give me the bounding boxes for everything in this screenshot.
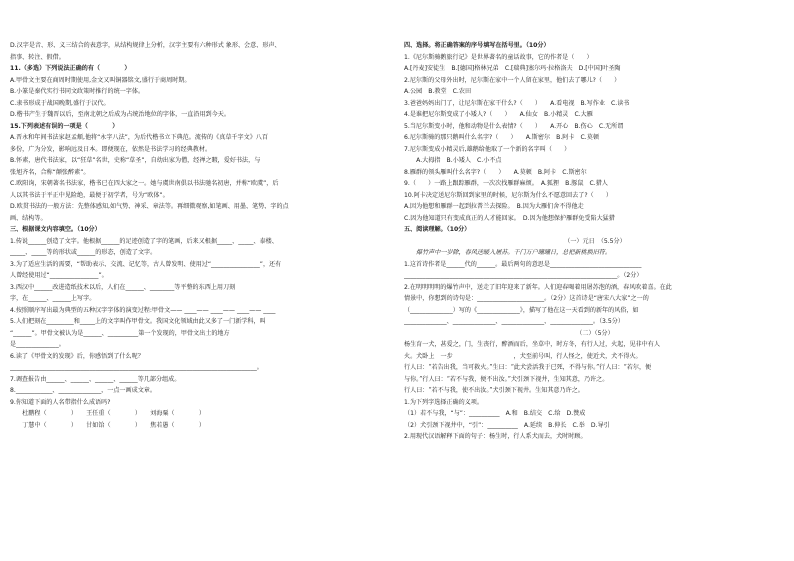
text-line: 行人曰：“若不与我，使不出汝。”犬引颈下视井。生知其意乃许之。 xyxy=(404,387,584,394)
text-line: （2）犬引颈下视井中，“引”：__________ A.延续 B.伸长 C.举 D.导引 xyxy=(404,421,610,429)
text-line: 2.用现代汉语解释下面的句子：杨生时，行人系犬而去，犬时时顾。 xyxy=(404,433,587,440)
text-line: 杨生育一犬，甚爱之，门，生丧行，醉酒而后，坐草中，时方冬，有行人过，火起，见非中有人 xyxy=(404,341,660,348)
text-line: 丁慧中（ ） 甘如饴（ ） 焦若愚（ ） xyxy=(10,421,205,429)
text-line: 指事、转注、假借。 xyxy=(10,53,65,61)
text-line: 是______________。 xyxy=(10,341,65,348)
question-heading: 15.下列表述有误的一项是（ ） xyxy=(10,122,119,130)
text-line: _____、_____等的形状或______的形态，创造了文字。 xyxy=(10,249,157,256)
text-line: ______________________________________________________________________。（2分） xyxy=(404,272,643,279)
text-line: 行人曰：“若告出我，当可救火。”生曰：“此犬尝活我于已死，不得与你。”行人曰：“若尔，便 xyxy=(404,364,652,371)
text-line: A.晋永和年间书法家赵孟頫,他将“永字八法”，为后代楷书立下典范。流传的《真草千字文》八百 xyxy=(10,134,268,141)
text-line: 2.尼尔斯的父母外出时，尼尔斯在家中一个人留在家里，他们去了哪儿?（ ） xyxy=(404,76,621,84)
text-line: 人以其书法于平正中见险绝，最便于初学者，号为“欧体”。 xyxy=(10,191,169,199)
question-heading: 三、根据课文内容填空。（10分） xyxy=(10,226,101,233)
text-line: _________________________________________________________________________________。 xyxy=(10,364,263,371)
text-line: A.甲骨文主要在商周时期使用,金文又叫铜器铭文,盛行于商周时期。 xyxy=(10,76,191,84)
poem-text: 爆竹声中一岁除，春风送暖入屠苏。千门万户曈曈日，总把新桃换旧符。 xyxy=(416,249,611,256)
text-line: 1.传说______创造了文字。他根据______的足迹创造了字的笔画，后来又根据_____、_____、泰楼、 xyxy=(10,237,278,245)
text-line: 10.阿卡决定送尼尔斯回到家里的时候，尼尔斯为什么不愿意回去了?（ ） xyxy=(404,191,612,199)
text-line: 3.西汉中______改进造纸技术以后，人们在______、________等平整的东西上用刀刻 xyxy=(10,283,236,291)
text-line: （______________）写的《______________》，描写了他在这一天看到的新年的风俗，如 xyxy=(404,306,639,314)
text-line: 7.尼尔斯变成小精灵后,雄鹅给他取了一个新的名字叫（ ） xyxy=(404,145,571,153)
text-line: （1）若不与我，“与”：__________ A.和 B.结交 C.给 D.赞成 xyxy=(404,410,586,417)
text-line: 情景中，你想到的诗句是：______________________。（2分）这首诗是“唐宋八大家”之一的 xyxy=(404,295,649,302)
section-heading: 五、阅读理解。（10分） xyxy=(404,226,471,233)
text-line: A.大拇指 B.小矮人 C.小不点 xyxy=(404,157,502,164)
text-line: 6.尼尔斯骑的那只鹅叫什么名字?（ ） A.斯密尔 B.阿卡 C.莫顿 xyxy=(404,134,599,141)
text-line: 9.你知道下面的人名带指什么成语吗? xyxy=(10,398,111,406)
text-line: 5.当尼尔斯变小时，他和动物是什么表情?（ ） A.开心 B.伤心 C.无所谓 xyxy=(404,122,624,130)
text-line: 2.在明明明明的爆竹声中，送走了旧年迎来了新年。人们迎春喝着用屠苏泡的酒，春风吹着喜。在此 xyxy=(404,283,672,291)
right-column xyxy=(404,40,786,443)
text-line: 杜鹏程（ ） 王任重（ ） 刘海粟（ ） xyxy=(10,410,205,417)
text-line: 4.按照顺序写出最为典型的五种汉字字体的演变过程:甲骨文—— ____—— ____—— ____—— ____ xyxy=(10,306,276,314)
text-line: B.小篆是秦代实行书同文政策时推行的统一字体。 xyxy=(10,88,145,95)
text-line: 人曾经使用过“________________”。 xyxy=(10,272,108,279)
text-line: 4.是谁把尼尔斯变成了小矮人?（ ） A.仙女 B.小精灵 C.大雁 xyxy=(404,111,593,118)
text-line: C.因为他知道只有变成真正的人才能回家。 D.因为他想保护雁群免受陷大猛猎 xyxy=(404,214,615,222)
text-line: A.公园 B.教堂 C.农田 xyxy=(404,88,472,95)
passage-title: （二）（5分） xyxy=(576,329,614,337)
text-line: 1.这首诗作者是______代的______。最后两句的意思是______________________________ xyxy=(404,260,642,268)
text-line: 与你。”行人曰：“若不与我，便不出汝。”犬引颈下视井，生知其意，乃许之。 xyxy=(404,375,609,383)
section-heading: 四、选择。将正确答案的序号填写在括号里。（10分） xyxy=(404,42,550,49)
text-line: 3.为了适应生活的需要，“帮助表示、交流、记忆等，古人曾发明、使用过“________________”，还有 xyxy=(10,260,282,268)
text-line: “______”。甲骨文被认为是______、__________第一个发现的，甲骨文出土的地方 xyxy=(10,329,230,337)
text-line: D.楷书产生于魏晋以后，至南北朝之后成为占统治地位的字体，一直沿用到今天。 xyxy=(10,111,230,118)
text-line: 9.（ ）一路上跟踪雁群，一次次找雁群麻烦。 A.狐狸 B.豚鼠 C.猎人 xyxy=(404,180,608,187)
text-line: C.欧阳询，宋朝著名书法家，楷书已在四大家之一。她与虞世南俱以书法驰名初唐，并称“欧虞”，后 xyxy=(10,180,279,187)
text-line: 1.为下列字选择正确的义项。 xyxy=(404,398,483,406)
text-line: 1.《尼尔斯骑鹅旅行记》是世界著名的童话故事，它的作者是（ ） xyxy=(404,53,593,61)
text-line: A.[丹麦]安徒生 B.[德国]格林兄弟 C.[瑞典]塞尔玛·拉格洛夫 D.[中国]叶圣陶 xyxy=(404,65,621,72)
text-line: 画、结构等。 xyxy=(10,214,47,222)
text-line: 火。犬卧上 一步 ，犬至前号叫，行人怪之，使近犬，犬不得火。 xyxy=(404,352,642,360)
text-line: 字，在______、______上写字。 xyxy=(10,295,96,302)
text-line: 6.读了《甲骨文的发现》后，你感悟到了什么呢？ xyxy=(10,352,144,360)
text-line: 8.____________、______________，一点一画成文章。 xyxy=(10,387,156,394)
text-line: D.汉字是音、形、义三结合的表意字，从结构规律上分析，汉字主要有六种形式 象形、会意、形声、 xyxy=(10,42,281,49)
text-line: ______________、______________、______________、______________。（3.5分） xyxy=(404,318,624,325)
text-line: 多份，广为分发，影响远及日本。即便现在，依然是书法学习的经典教材。 xyxy=(10,145,212,153)
text-line: 张旭齐名，合称“颠张醉素”。 xyxy=(10,168,90,176)
text-line: B.怀素，唐代书法家，以“狂草”名世，史称“草圣”，自幼出家为僧，经禅之暇，爱好书法，与 xyxy=(10,157,261,164)
text-line: 8.雁群的领头雁叫什么名字?（ ） A.莫顿 B.阿卡 C.斯密尔 xyxy=(404,168,587,176)
text-line: 7.调查报告由______、______、______、______等几部分组成。 xyxy=(10,375,181,383)
text-line: 3.爸爸妈妈出门了，让尼尔斯在家干什么?（ ） A.看电视 B.写作业 C.读书 xyxy=(404,99,630,107)
question-heading: 11.（多选）下列说法正确的有（ ） xyxy=(10,65,131,72)
left-column xyxy=(10,40,392,431)
text-line: C.隶书形成于战国晚期,盛行于汉代。 xyxy=(10,99,110,107)
text-line: 5.人们把刻在_________和_____上的文字叫作甲骨文。我国文化领域由此又多了一门新学科，叫 xyxy=(10,318,266,325)
passage-title: （一）元日 （5.5分） xyxy=(564,237,626,245)
text-line: A.因为他想和雁群一起到拉普兰去探险。 B.因为大雁们舍不得他走 xyxy=(404,203,584,210)
text-line: D.欧贯书法的一般方法：先整体感知,如气势、神采、章法等。再细微观察,如笔画、用墨、笔势、字的点 xyxy=(10,203,289,210)
